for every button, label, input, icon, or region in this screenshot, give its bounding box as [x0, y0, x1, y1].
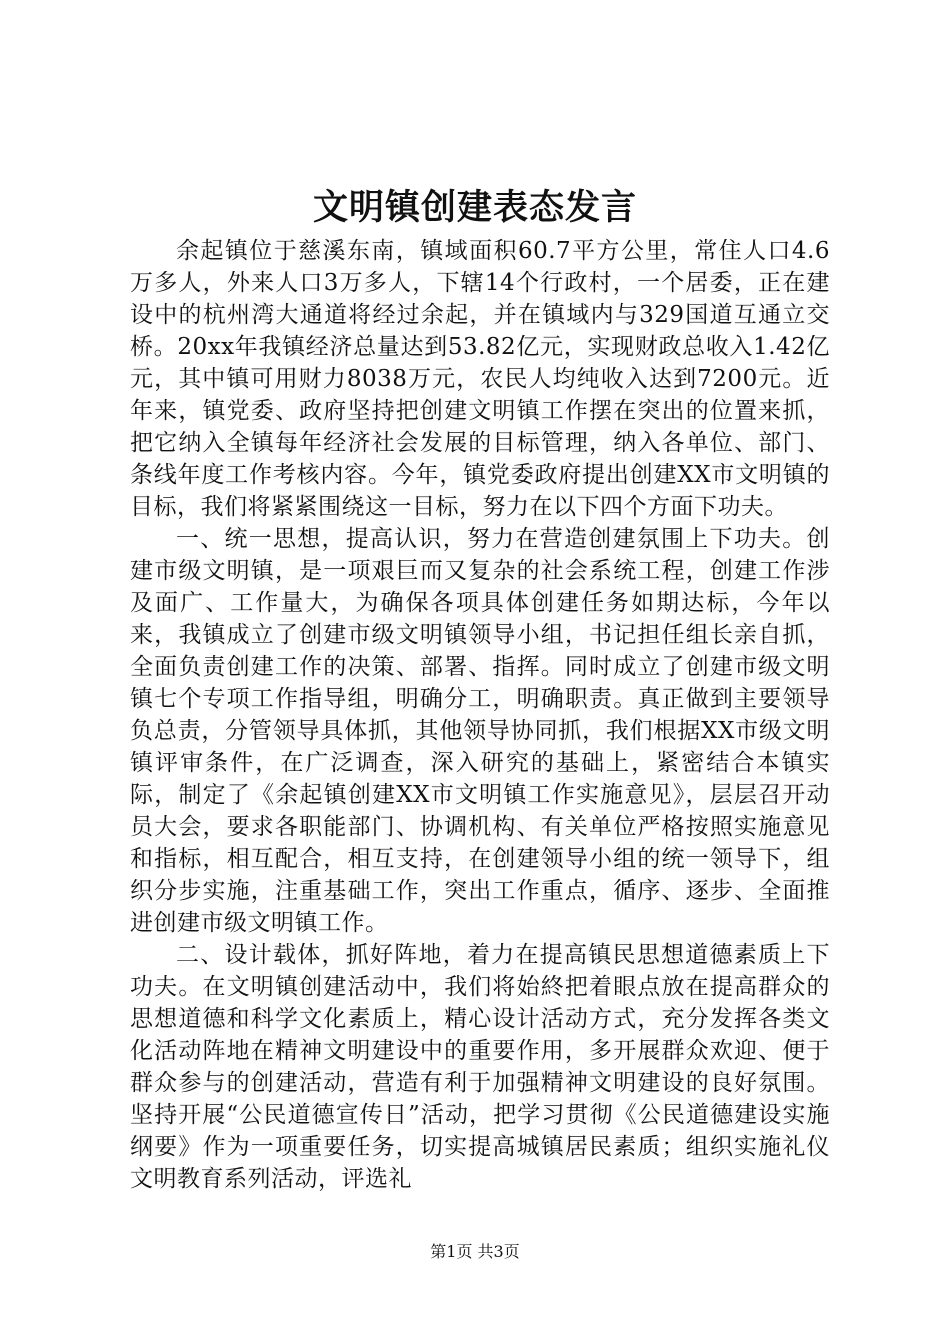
- page-title: 文明镇创建表态发言: [312, 187, 637, 228]
- paragraph-intro: 余起镇位于慈溪东南，镇域面积60.7平方公里，常住人口4.6万多人，外来人口3万多人，下辖14个行政村，一个居委，正在建设中的杭州湾大通道将经过余起，并在镇域内与329国道互通立交桥。20xx年我镇经济总量达到53.82亿元，实现财政总收入1.42亿元，其中镇可用财力8038万元，农民人均纯收入达到7200元。近年来，镇党委、政府坚持把创建文明镇工作摆在突出的位置来抓，把它纳入全镇每年经济社会发展的目标管理，纳入各单位、部门、条线年度工作考核内容。今年，镇党委政府提出创建XX市文明镇的目标，我们将紧紧围绕这一目标，努力在以下四个方面下功夫。: [130, 238, 830, 520]
- paragraph-section-two: 二、设计载体，抓好阵地，着力在提高镇民思想道德素质上下功夫。在文明镇创建活动中，我们将始終把着眼点放在提高群众的思想道德和科学文化素质上，精心设计活动方式，充分发挥各类文化活动阵地在精神文明建设中的重要作用，多开展群众欢迎、便于群众参与的创建活动，营造有利于加强精神文明建设的良好氛围。坚持开展“公民道德宣传日”活动，把学习贯彻《公民道德建设实施纲要》作为一项重要任务，切实提高城镇居民素质；组织实施礼仪文明教育系列活动，评选礼: [130, 942, 830, 1192]
- document-body: [130, 235, 830, 1195]
- page-number-footer: 第1页 共3页: [430, 1242, 520, 1261]
- paragraph-section-one: 一、统一思想，提高认识，努力在营造创建氛围上下功夫。创建市级文明镇，是一项艰巨而又复杂的社会系统工程，创建工作涉及面广、工作量大，为确保各项具体创建任务如期达标，今年以来，我镇成立了创建市级文明镇领导小组，书记担任组长亲自抓，全面负责创建工作的决策、部署、指挥。同时成立了创建市级文明镇七个专项工作指导组，明确分工，明确职责。真正做到主要领导负总责，分管领导具体抓，其他领导协同抓，我们根据XX市级文明镇评审条件，在广泛调查，深入研究的基础上，紧密结合本镇实际，制定了《余起镇创建XX市文明镇工作实施意见》，层层召开动员大会，要求各职能部门、协调机构、有关单位严格按照实施意见和指标，相互配合，相互支持，在创建领导小组的统一领导下，组织分步实施，注重基础工作，突出工作重点，循序、逐步、全面推进创建市级文明镇工作。: [130, 526, 830, 936]
